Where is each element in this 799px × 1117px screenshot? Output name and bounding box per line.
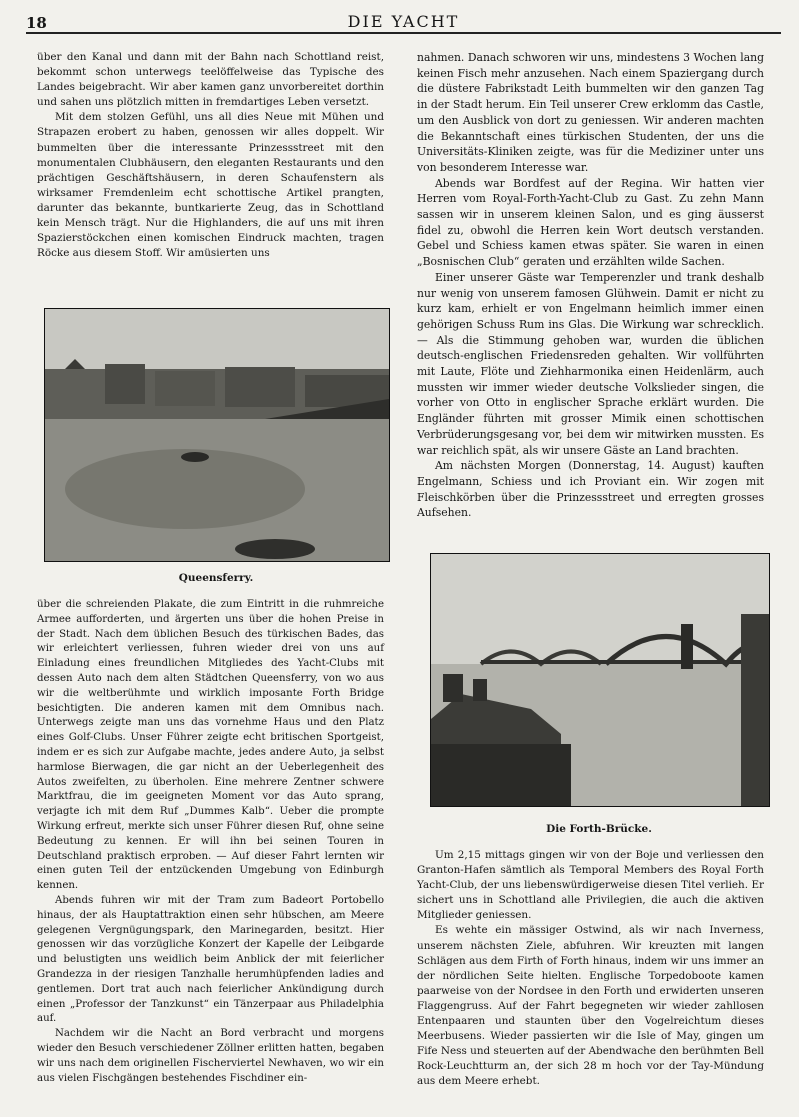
paragraph: Abends war Bordfest auf der Regina. Wir hatten vier Herren vom Royal-Forth-Yacht-Club zu Gast. Zu zehn Mann sassen wir in unserem kleinen Salon, und es ging äusserst fidel zu, obwohl die Herren kein Wort deutsch verstanden. Gebel und Schiess kamen etwas später. Sie waren in einen „Bosnischen Club“ geraten und erzählten wilde Sachen.: [417, 176, 764, 269]
paragraph: Einer unserer Gäste war Temperenzler und trank deshalb nur wenig von unserem famosen Glühwein. Damit er nicht zu kurz kam, erhielt er von Engelmann heimlich immer einen gehörigen Schuss Rum ins Glas. Die Wirkung war schrecklich. — Als die Stimmung gehoben war, wurden die üblichen deutsch-englischen Friedensreden gehalten. Wir vollführten mit Laute, Flöte und Ziehharmonika einen Heidenlärm, auch mussten wir immer wieder deutsche Volkslieder singen, die vorher von Otto in englischer Sprache erklärt wurden. Die Engländer führten mit grosser Mimik einen schottischen Verbrüderungsgesang vor, bei dem wir mitwirken mussten. Es war reichlich spät, als wir unsere Gäste an Land brachten.: [417, 270, 764, 457]
paragraph: Um 2,15 mittags gingen wir von der Boje und verliessen den Granton-Hafen sämtlich als Temporal Members des Royal Forth Yacht-Club, der uns liebenswürdigerweise diesen Titel verlieh. Er sichert uns in Schottland alle Privilegien, die auch die aktiven Mitglieder geniessen.: [417, 849, 764, 922]
col-right-bottom: [417, 848, 764, 1093]
col-right-top: [417, 50, 764, 525]
queensferry-photo: [44, 308, 390, 562]
paragraph: über die schreienden Plakate, die zum Eintritt in die ruhmreiche Armee aufforderten, und ärgerten uns über die hohen Preise in der Stadt. Nach dem üblichen Besuch des türkischen Bades, das wir erleichtert verliessen, fuhren wieder drei von uns auf Einladung eines freundlichen Mitgliedes des Yacht-Clubs mit dessen Auto nach dem alten Städtchen Queensferry, von wo aus wir die weltberühmte und wirklich imposante Forth Bridge besichtigten. Die anderen kamen mit dem Omnibus nach. Unterwegs zeigte man uns das vornehme Haus und den Platz eines Golf-Clubs. Unser Führer zeigte echt britischen Sportgeist, indem er es sich zur Aufgabe machte, jedes andere Auto, ja selbst harmlose Bierwagen, die gar nicht an der Ueberlegenheit des Autos zweifelten, zu überholen. Eine mehrere Zentner schwere Marktfrau, die im geeigneten Moment vor das Auto sprang, verjagte ich mit dem Ruf „Dummes Kalb“. Ueber die prompte Wirkung erfreut, merkte sich unser Führer diesen Ruf, ohne seine Bedeutung zu kennen. Er will ihn bei seinen Touren in Deutschland praktisch erproben. — Auf dieser Fahrt lernten wir einen guten Teil der entzückenden Umgebung von Edinburgh kennen.: [37, 599, 384, 892]
paragraph: Es wehte ein mässiger Ostwind, als wir nach Inverness, unserem nächsten Ziele, abfuhren. Wir kreuzten mit langen Schlägen aus dem Firth of Forth hinaus, indem wir uns immer an der nördlichen Seite hielten. Englische Torpedoboote kamen paarweise von der Nordsee in den Forth und erwiderten unseren Flaggengruss. Auf der Fahrt begegneten wir wieder zahllosen Entenpaaren und staunten über den Vogelreichtum dieses Meerbusens. Wieder passierten wir die Isle of May, gingen um Fife Ness und steuerten auf der Abendwache den berühmten Bell Rock-Leuchtturm an, der sich 28 m hoch vor der Tay-Mündung aus dem Meere erhebt.: [417, 924, 764, 1088]
paragraph: Abends fuhren wir mit der Tram zum Badeort Portobello hinaus, der als Hauptattraktion einen sehr hübschen, am Meere gelegenen Vergnügungspark, den Marinegarden, besitzt. Hier genossen wir das vorzügliche Konzert der Kapelle der Leibgarde und belustigten uns weidlich beim Anblick der mit feierlicher Grandezza in der riesigen Tanzhalle herumhüpfenden ladies and gentlemen. Dort trat auch nach feierlicher Ankündigung durch einen „Professor der Tanzkunst“ ein Tänzerpaar aus Philadelphia auf.: [37, 894, 384, 1025]
paragraph: über den Kanal und dann mit der Bahn nach Schottland reist, bekommt schon unterwegs teelöffelweise das Typische des Landes beigebracht. Wir aber kamen ganz unvorbereitet dorthin und sahen uns plötzlich mitten in fremdartiges Leben versetzt.: [37, 51, 384, 109]
col-left-bottom: [37, 598, 384, 1093]
page-header: [26, 10, 781, 32]
forth-bridge-caption: Die Forth-Brücke.: [546, 823, 652, 835]
page-number: 18: [26, 14, 47, 32]
paragraph: Nachdem wir die Nacht an Bord verbracht und morgens wieder den Besuch verschiedener Zöllner erlitten hatten, begaben wir uns nach dem originellen Fischerviertel Newhaven, wo wir ein aus vielen Fischgängen bestehendes Fischdiner ein-: [37, 1028, 384, 1084]
paragraph: Am nächsten Morgen (Donnerstag, 14. August) kauften Engelmann, Schiess und ich Proviant ein. Wir zogen mit Fleischkörben über die Prinzessstreet und erregten grosses Aufsehen.: [417, 459, 764, 520]
paragraph: Mit dem stolzen Gefühl, uns all dies Neue mit Mühen und Strapazen erobert zu haben, genossen wir alles doppelt. Wir bummelten über die interessante Prinzessstreet mit den monumentalen Clubhäusern, den eleganten Restaurants und den prächtigen Geschäftshäusern, in deren Schaufenstern als wirksamer Fremdenleim echt schottische Artikel prangten, darunter das bekannte, buntkarierte Zeug, das in Schottland kein Mensch trägt. Nur die Highlanders, die auf uns mit ihren Spazierstöckchen einen komischen Eindruck machten, tragen Röcke aus diesem Stoff. Wir amüsierten uns: [37, 111, 384, 260]
header-rule: [26, 32, 781, 34]
col-left-top: [37, 50, 384, 274]
paragraph: nahmen. Danach schworen wir uns, mindestens 3 Wochen lang keinen Fisch mehr anzusehen. Nach einem Spaziergang durch die düstere Fabrikstadt Leith bummelten wir den ganzen Tag in der Stadt herum. Ein Teil unserer Crew erklomm das Castle, um den Ausblick von dort zu geniessen. Wir anderen machten die Bekanntschaft eines türkischen Studenten, der uns die Universitäts-Kliniken zeigte, was für die Mediziner unter uns von besonderem Interesse war.: [417, 51, 764, 174]
running-title: DIE YACHT: [347, 12, 460, 31]
forth-bridge-photo: [430, 553, 770, 807]
queensferry-caption: Queensferry.: [178, 572, 254, 584]
